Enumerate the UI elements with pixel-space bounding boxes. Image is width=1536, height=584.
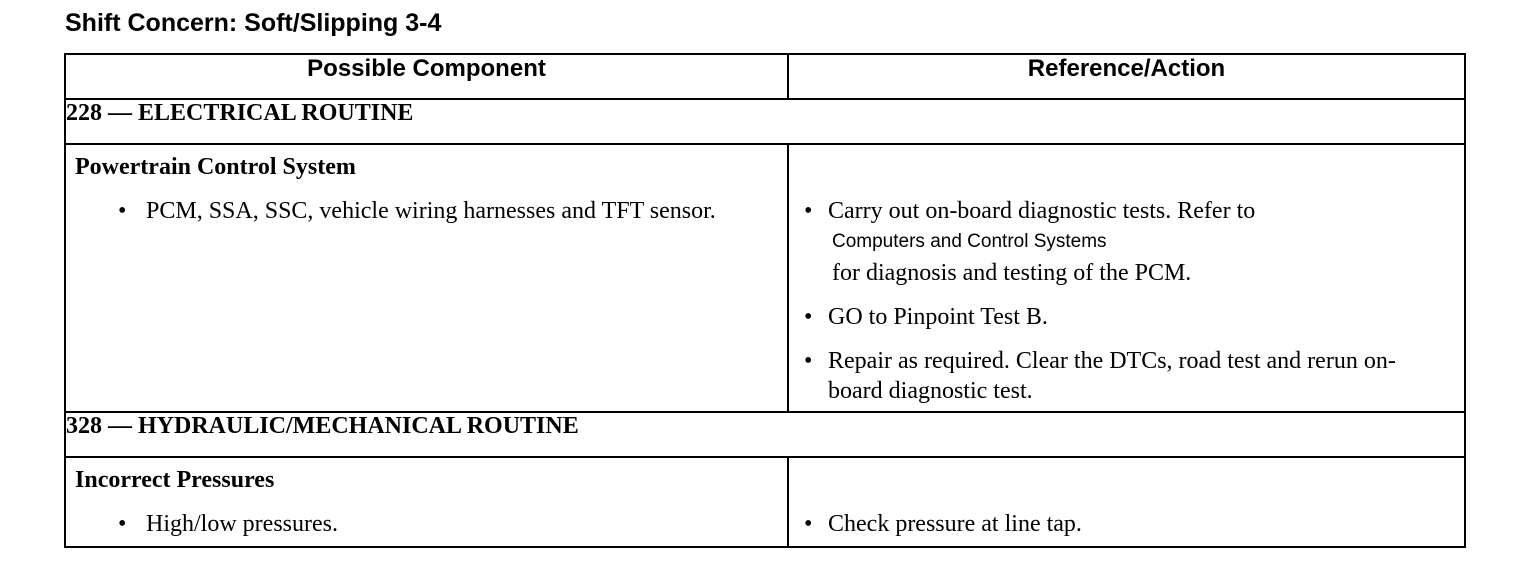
column-header-possible-component: Possible Component: [65, 54, 788, 99]
bullet-icon: •: [804, 348, 813, 374]
bullet-icon: •: [804, 304, 813, 330]
bullet-icon: •: [804, 198, 813, 224]
routine-row: [65, 99, 1465, 144]
action-bullet: [804, 509, 1434, 539]
component-cell: [65, 457, 788, 547]
bullet-icon: •: [804, 511, 813, 537]
component-bullet-text: High/low pressures.: [146, 511, 338, 537]
action-text: Repair as required. Clear the DTCs, road test and rerun on-board diagnostic test.: [828, 348, 1396, 404]
table-row: [65, 457, 1465, 547]
bullet-icon: •: [118, 198, 127, 224]
table-header-row: [65, 54, 1465, 99]
bullet-icon: •: [118, 511, 127, 537]
routine-heading: 228 — ELECTRICAL ROUTINE: [65, 99, 1465, 144]
component-title: Powertrain Control System: [75, 154, 356, 180]
action-cell: [788, 144, 1465, 412]
action-bullet: [804, 346, 1434, 406]
reference-link[interactable]: Computers and Control Systems: [832, 231, 1107, 252]
routine-heading: 328 — HYDRAULIC/MECHANICAL ROUTINE: [65, 412, 1465, 457]
action-text: Carry out on-board diagnostic tests. Refer to: [828, 198, 1256, 224]
component-bullet-text: PCM, SSA, SSC, vehicle wiring harnesses and TFT sensor.: [146, 198, 716, 224]
shift-concern-table: [64, 53, 1466, 548]
action-text: Check pressure at line tap.: [828, 511, 1082, 537]
table-row: [65, 144, 1465, 412]
action-cell: [788, 457, 1465, 547]
action-bullet: [804, 302, 1434, 332]
column-header-reference-action: Reference/Action: [788, 54, 1465, 99]
page-title: Shift Concern: Soft/Slipping 3-4: [65, 9, 442, 37]
component-cell: [65, 144, 788, 412]
component-bullet: [118, 196, 757, 226]
action-text: GO to Pinpoint Test B.: [828, 304, 1048, 330]
routine-row: [65, 412, 1465, 457]
component-title: Incorrect Pressures: [75, 467, 275, 493]
component-bullet: [118, 509, 757, 539]
action-bullet: [804, 196, 1434, 288]
action-continuation-text: for diagnosis and testing of the PCM.: [832, 260, 1192, 286]
